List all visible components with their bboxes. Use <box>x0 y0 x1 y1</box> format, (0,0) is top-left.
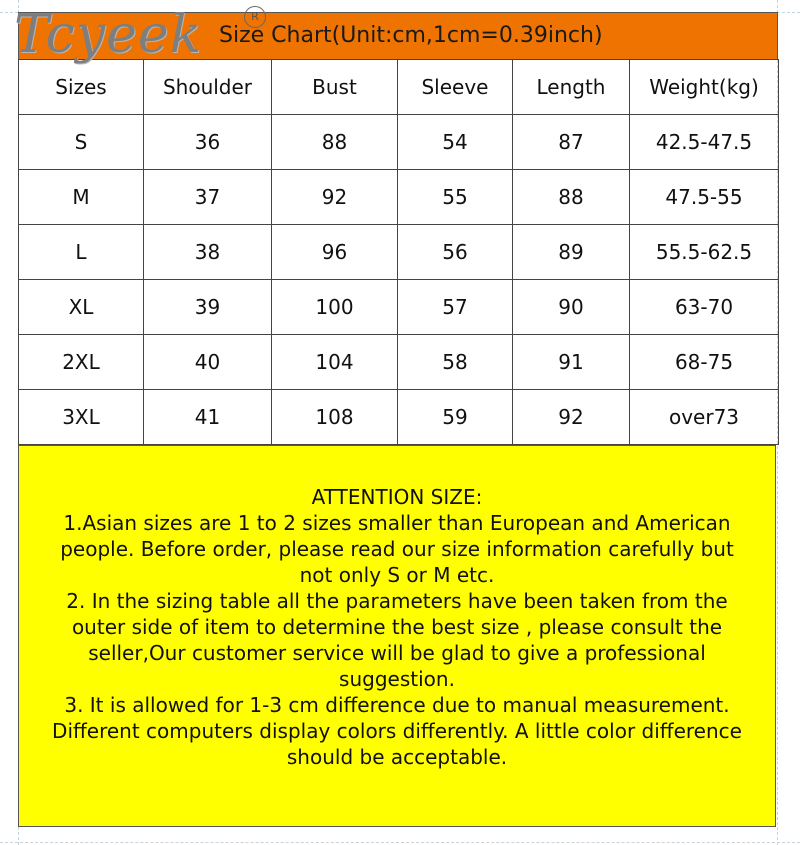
table-header-row <box>19 60 779 115</box>
column-header: Shoulder <box>144 60 272 115</box>
column-header: Sizes <box>19 60 144 115</box>
table-row <box>19 115 779 170</box>
column-header: Weight(kg) <box>630 60 779 115</box>
column-header: Sleeve <box>398 60 513 115</box>
bust-cell: 108 <box>272 390 398 445</box>
table-row <box>19 170 779 225</box>
size-cell: M <box>19 170 144 225</box>
bust-cell: 96 <box>272 225 398 280</box>
shoulder-cell: 36 <box>144 115 272 170</box>
weight-cell: 63-70 <box>630 280 779 335</box>
size-table <box>18 59 779 445</box>
length-cell: 90 <box>513 280 630 335</box>
sleeve-cell: 58 <box>398 335 513 390</box>
attention-line: not only S or M etc. <box>299 563 495 587</box>
attention-line: should be acceptable. <box>286 745 508 769</box>
size-cell: XL <box>19 280 144 335</box>
size-cell: 3XL <box>19 390 144 445</box>
table-row <box>19 225 779 280</box>
length-cell: 91 <box>513 335 630 390</box>
chart-title: Size Chart(Unit:cm,1cm=0.39inch) <box>219 23 603 48</box>
attention-box <box>18 445 776 827</box>
table-row <box>19 390 779 445</box>
bust-cell: 100 <box>272 280 398 335</box>
length-cell: 88 <box>513 170 630 225</box>
weight-cell: 42.5-47.5 <box>630 115 779 170</box>
attention-line: suggestion. <box>339 667 455 691</box>
length-cell: 92 <box>513 390 630 445</box>
weight-cell: 47.5-55 <box>630 170 779 225</box>
size-cell: L <box>19 225 144 280</box>
attention-line: Different computers display colors differently. A little color difference <box>52 719 742 743</box>
size-cell: S <box>19 115 144 170</box>
sleeve-cell: 59 <box>398 390 513 445</box>
sleeve-cell: 57 <box>398 280 513 335</box>
guide-line-bottom <box>0 842 800 843</box>
registered-mark-icon: R <box>244 6 266 28</box>
shoulder-cell: 38 <box>144 225 272 280</box>
bust-cell: 104 <box>272 335 398 390</box>
attention-line: people. Before order, please read our size information carefully but <box>60 537 734 561</box>
shoulder-cell: 41 <box>144 390 272 445</box>
shoulder-cell: 37 <box>144 170 272 225</box>
attention-text <box>19 484 775 770</box>
sleeve-cell: 56 <box>398 225 513 280</box>
attention-heading: ATTENTION SIZE: <box>311 485 483 509</box>
attention-line: 2. In the sizing table all the parameters have been taken from the <box>66 589 728 613</box>
length-cell: 87 <box>513 115 630 170</box>
bust-cell: 92 <box>272 170 398 225</box>
attention-line: 1.Asian sizes are 1 to 2 sizes smaller than European and American <box>63 511 731 535</box>
sleeve-cell: 54 <box>398 115 513 170</box>
attention-line: 3. It is allowed for 1-3 cm difference due to manual measurement. <box>64 693 730 717</box>
attention-line: outer side of item to determine the best size , please consult the <box>71 615 723 639</box>
length-cell: 89 <box>513 225 630 280</box>
weight-cell: over73 <box>630 390 779 445</box>
shoulder-cell: 39 <box>144 280 272 335</box>
brand-logo: Tcyeek <box>14 5 203 65</box>
weight-cell: 68-75 <box>630 335 779 390</box>
shoulder-cell: 40 <box>144 335 272 390</box>
column-header: Bust <box>272 60 398 115</box>
size-cell: 2XL <box>19 335 144 390</box>
attention-line: seller,Our customer service will be glad to give a professional <box>88 641 706 665</box>
weight-cell: 55.5-62.5 <box>630 225 779 280</box>
table-row <box>19 335 779 390</box>
sleeve-cell: 55 <box>398 170 513 225</box>
column-header: Length <box>513 60 630 115</box>
bust-cell: 88 <box>272 115 398 170</box>
table-row <box>19 280 779 335</box>
